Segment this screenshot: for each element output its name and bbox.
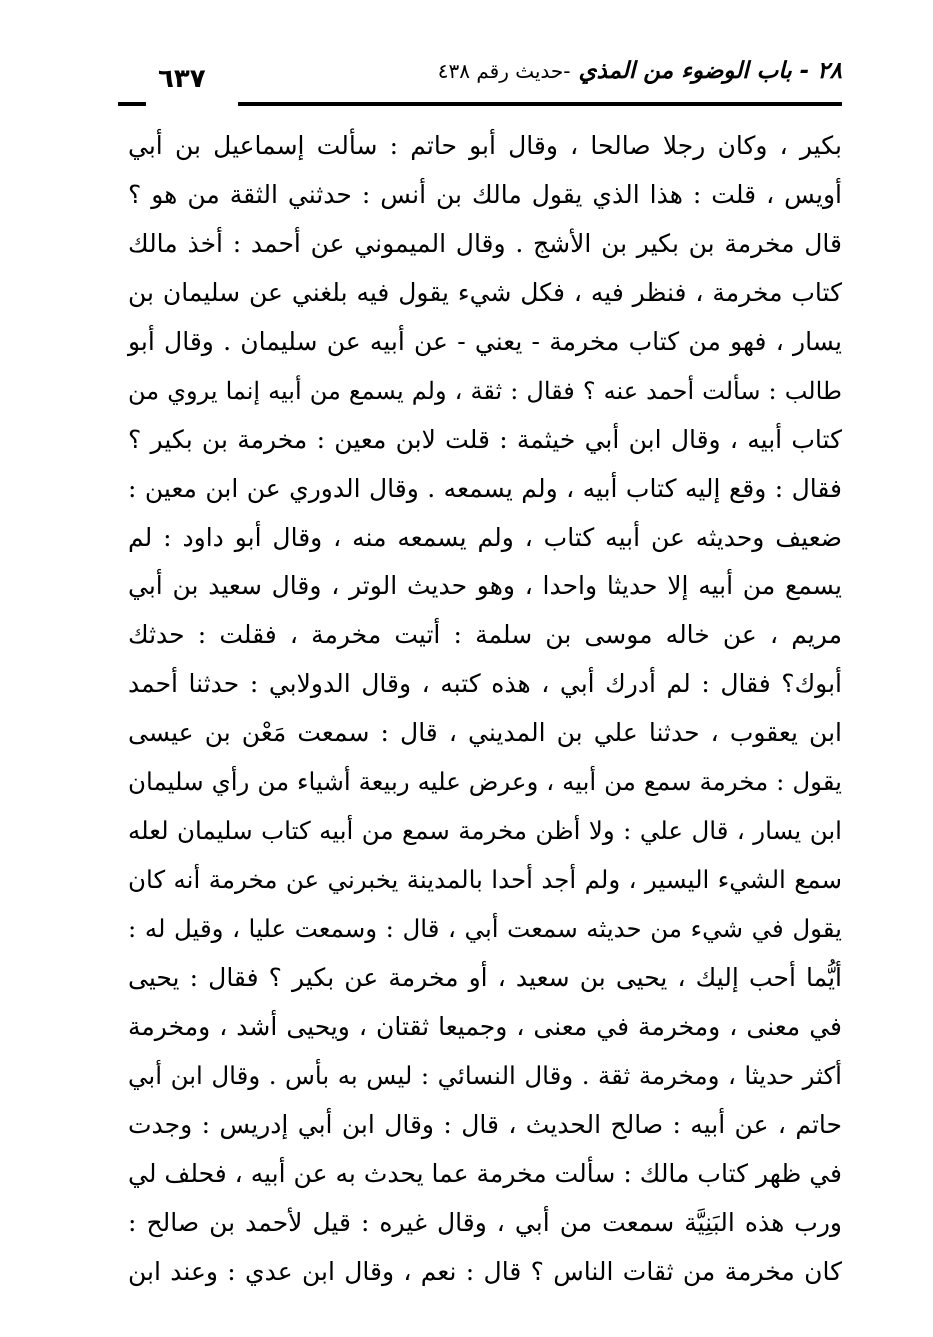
text-line: يقول في شيء من حديثه سمعت أبي ، قال : وسمعت عليا ، وقيل له : xyxy=(128,914,842,943)
text-line: بكير ، وكان رجلا صالحا ، وقال أبو حاتم : سألت إسماعيل بن أبي xyxy=(128,131,842,160)
text-line: طالب : سألت أحمد عنه ؟ فقال : ثقة ، ولم يسمع من أبيه إنما يروي من xyxy=(128,376,842,405)
text-line: يسار ، فهو من كتاب مخرمة - يعني - عن أبيه عن سليمان . وقال أبو xyxy=(128,326,842,356)
text-line: ضعيف وحديثه عن أبيه كتاب ، ولم يسمعه منه ، وقال أبو داود : لم xyxy=(128,522,842,552)
text-line: مريم ، عن خاله موسى بن سلمة : أتيت مخرمة ، فقلت : حدثك xyxy=(128,620,842,650)
text-line: في معنى ، ومخرمة في معنى ، وجميعا ثقتان ، ويحيى أشد ، ومخرمة xyxy=(128,1011,842,1041)
text-line: يقول : مخرمة سمع من أبيه ، وعرض عليه ربيعة أشياء من رأي سليمان xyxy=(128,767,842,797)
chapter-title xyxy=(438,58,842,84)
text-line: أكثر حديثا ، ومخرمة ثقة . وقال النسائي : ليس به بأس . وقال ابن أبي xyxy=(128,1060,842,1090)
text-line: ابن يسار ، قال علي : ولا أظن مخرمة سمع من أبيه كتاب سليمان لعله xyxy=(128,816,842,846)
text-line: أيُّما أحب إليك ، يحيى بن سعيد ، أو مخرمة عن بكير ؟ فقال : يحيى xyxy=(128,962,842,992)
text-line: أبوك؟ فقال : لم أدرك أبي ، هذه كتبه ، وقال الدولابي : حدثنا أحمد xyxy=(128,669,842,699)
hadith-number: -حديث رقم ٤٣٨ xyxy=(437,59,571,83)
page-number: ٦٣٧ xyxy=(158,64,206,94)
text-line: في ظهر كتاب مالك : سألت مخرمة عما يحدث به عن أبيه ، فحلف لي xyxy=(128,1158,842,1188)
text-line: كان مخرمة من ثقات الناس ؟ قال : نعم ، وقال ابن عدي : وعند ابن xyxy=(128,1256,842,1286)
chapter-title-main: ٢٨ - باب الوضوء من المذي xyxy=(578,58,842,84)
text-line: يسمع من أبيه إلا حديثا واحدا ، وهو حديث الوتر ، وقال سعيد بن أبي xyxy=(128,571,842,601)
text-line: فقال : وقع إليه كتاب أبيه ، ولم يسمعه . وقال الدوري عن ابن معين : xyxy=(128,473,842,503)
text-line: كتاب أبيه ، وقال ابن أبي خيثمة : قلت لابن معين : مخرمة بن بكير ؟ xyxy=(128,424,842,454)
body-text xyxy=(128,122,842,1297)
text-line: ابن يعقوب ، حدثنا علي بن المديني ، قال : سمعت مَعْن بن عيسى xyxy=(128,718,842,748)
text-line: ورب هذه البَنِيَّة سمعت من أبي ، وقال غيره : قيل لأحمد بن صالح : xyxy=(128,1207,842,1237)
header-rule xyxy=(118,102,842,106)
header-rule-gap xyxy=(146,100,238,108)
text-line: حاتم ، عن أبيه : صالح الحديث ، قال : وقال ابن أبي إدريس : وجدت xyxy=(128,1109,842,1139)
text-line: كتاب مخرمة ، فنظر فيه ، فكل شيء يقول فيه بلغني عن سليمان بن xyxy=(128,277,842,307)
text-line: قال مخرمة بن بكير بن الأشج . وقال الميموني عن أحمد : أخذ مالك xyxy=(128,228,842,258)
text-line: أويس ، قلت : هذا الذي يقول مالك بن أنس : حدثني الثقة من هو ؟ xyxy=(128,179,842,209)
running-header xyxy=(118,58,842,108)
text-line: سمع الشيء اليسير ، ولم أجد أحدا بالمدينة يخبرني عن مخرمة أنه كان xyxy=(128,865,842,895)
